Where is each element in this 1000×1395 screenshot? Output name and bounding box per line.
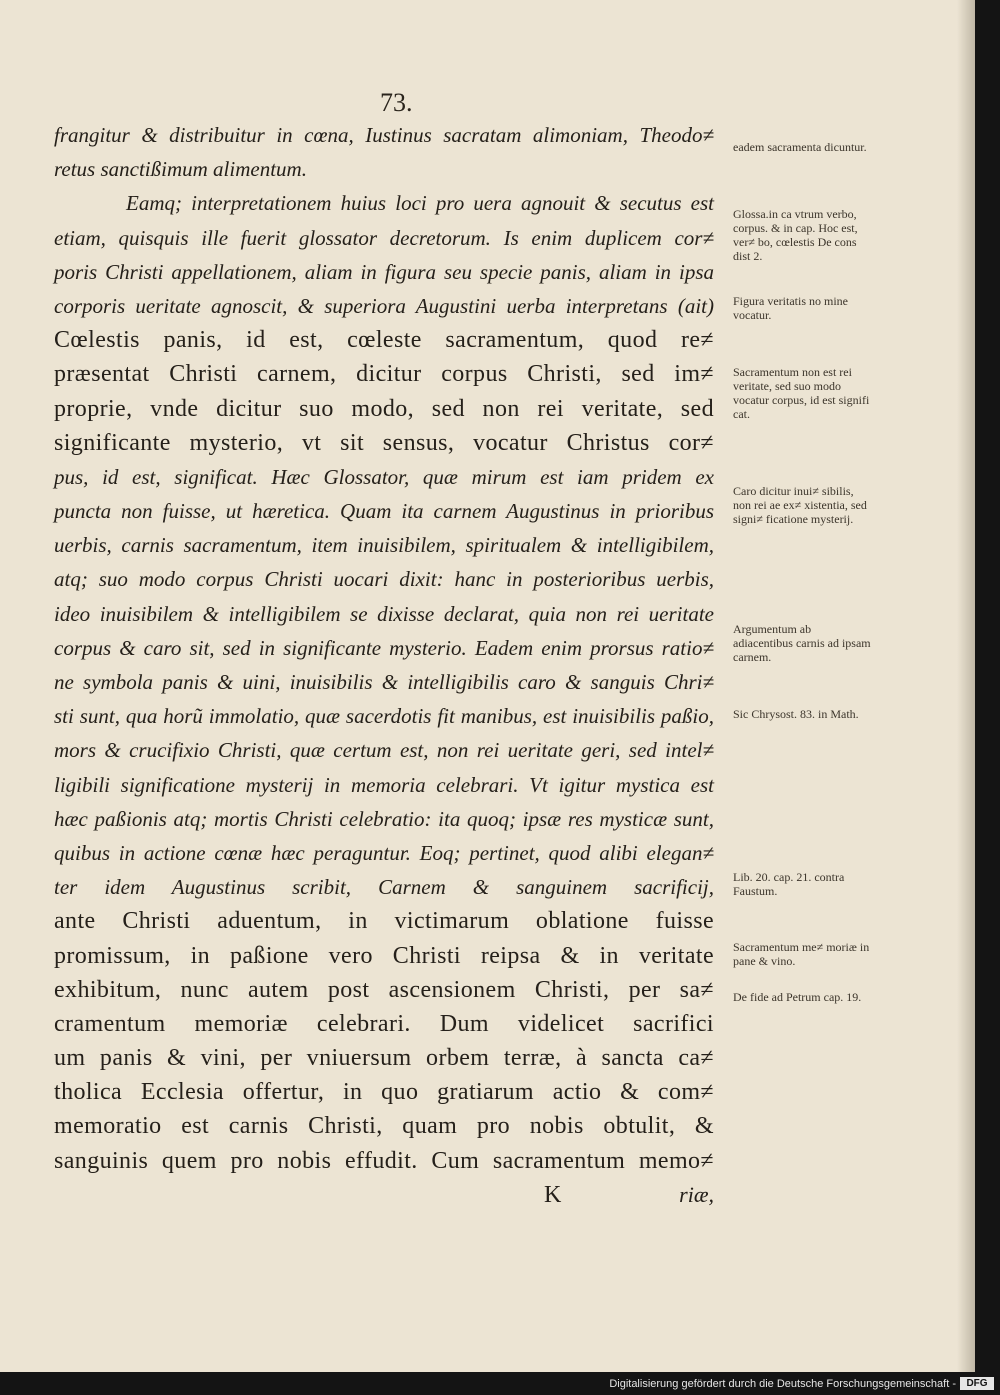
footer-credit: Digitalisierung gefördert durch die Deutsche Forschungsgemeinschaft - bbox=[609, 1378, 956, 1390]
main-text-block bbox=[54, 118, 714, 1212]
text-line: corpus & caro sit, sed in significante mysterio. Eadem enim prorsus ratio≠ bbox=[54, 635, 714, 660]
margin-note: eadem sacramenta dicuntur. bbox=[733, 140, 867, 154]
margin-note: Sic Chrysost. 83. in Math. bbox=[733, 707, 859, 721]
text-line: etiam, quisquis ille fuerit glossator decretorum. Is enim duplicem cor≠ bbox=[54, 225, 714, 250]
text-line: ideo inuisibilem & intelligibilem se dixisse declarat, quia non rei ueritate bbox=[54, 601, 714, 626]
text-line: promissum, in paßione vero Christi reipsa & in veritate bbox=[54, 942, 714, 969]
margin-note: Figura veritatis no mine vocatur. bbox=[733, 294, 848, 322]
margin-note: Lib. 20. cap. 21. contra Faustum. bbox=[733, 870, 845, 898]
text-line: puncta non fuisse, ut hæretica. Quam ita carnem Augustinus in prioribus bbox=[54, 499, 714, 524]
text-line: pus, id est, significat. Hæc Glossator, quæ mirum est iam pridem ex bbox=[54, 464, 714, 489]
text-line: um panis & vini, per vniuersum orbem terræ, à sancta ca≠ bbox=[54, 1045, 714, 1072]
text-line: corporis ueritate agnoscit, & superiora Augustini uerba interpretans (ait) bbox=[54, 293, 714, 318]
text-line: præsentat Christi carnem, dicitur corpus Christi, sed im≠ bbox=[54, 361, 714, 388]
text-line: ne symbola panis & uini, inuisibilis & intelligibilis caro & sanguis Chri≠ bbox=[54, 670, 714, 694]
text-line: ante Christi aduentum, in victimarum oblatione fuisse bbox=[54, 908, 714, 935]
margin-note: Caro dicitur inui≠ sibilis, non rei ae ex≠ xistentia, sed signi≠ ficatione mysterij. bbox=[733, 484, 867, 526]
text-line: ligibili significatione mysterij in memoria celebrari. Vt igitur mystica est bbox=[54, 772, 714, 797]
text-line: atq; suo modo corpus Christi uocari dixit: hanc in posterioribus uerbis, bbox=[54, 567, 714, 592]
text-line: poris Christi appellationem, aliam in figura seu specie panis, aliam in ipsa bbox=[54, 259, 714, 284]
dfg-logo-icon: DFG bbox=[960, 1377, 994, 1390]
text-line: cramentum memoriæ celebrari. Dum videlicet sacrifici bbox=[54, 1010, 714, 1037]
text-line: significante mysterio, vt sit sensus, vocatur Christus cor≠ bbox=[54, 429, 714, 456]
text-line: ter idem Augustinus scribit, Carnem & sanguinem sacrificij, bbox=[54, 875, 714, 900]
text-line: memoratio est carnis Christi, quam pro nobis obtulit, & bbox=[54, 1113, 714, 1140]
text-line: tholica Ecclesia offertur, in quo gratiarum actio & com≠ bbox=[54, 1079, 714, 1106]
text-line: uerbis, carnis sacramentum, item inuisibilem, spiritualem & intelligibilem, bbox=[54, 533, 714, 558]
text-line: hæc paßionis atq; mortis Christi celebratio: ita quoq; ipsæ res mysticæ sunt, bbox=[54, 806, 714, 831]
text-line: proprie, vnde dicitur suo modo, sed non rei veritate, sed bbox=[54, 395, 714, 422]
text-line: Cœlestis panis, id est, cœleste sacramentum, quod re≠ bbox=[54, 327, 714, 354]
text-line: exhibitum, nunc autem post ascensionem Christi, per sa≠ bbox=[54, 976, 714, 1003]
margin-note: Sacramentum me≠ moriæ in pane & vino. bbox=[733, 940, 870, 968]
margin-note: Sacramentum non est rei veritate, sed suo modo vocatur corpus, id est signifi cat. bbox=[733, 365, 870, 421]
text-line: frangitur & distribuitur in cœna, Iustinus sacratam alimoniam, Theodo≠ bbox=[54, 123, 714, 147]
catchword: riæ, bbox=[679, 1181, 714, 1207]
text-line: sanguinis quem pro nobis effudit. Cum sacramentum memo≠ bbox=[54, 1147, 714, 1174]
text-line: sti sunt, qua horũ immolatio, quæ sacerdotis fit manibus, est inuisibilis paßio, bbox=[54, 704, 714, 729]
text-line: retus sanctißimum alimentum. bbox=[54, 157, 307, 182]
signature-mark: K bbox=[544, 1181, 562, 1208]
page-number: 73. bbox=[380, 88, 413, 117]
text-line: Eamq; interpretationem huius loci pro uera agnouit & secutus est bbox=[126, 191, 714, 216]
margin-note: Glossa.in ca vtrum verbo, corpus. & in cap. Hoc est, ver≠ bo, cœlestis De cons dist 2. bbox=[733, 207, 858, 263]
margin-note: Argumentum ab adiacentibus carnis ad ipsam carnem. bbox=[733, 622, 871, 664]
text-line: quibus in actione cœnæ hæc peraguntur. Eoq; pertinet, quod alibi elegan≠ bbox=[54, 840, 714, 865]
margin-note: De fide ad Petrum cap. 19. bbox=[733, 990, 862, 1004]
text-line: mors & crucifixio Christi, quæ certum est, non rei ueritate geri, sed intel≠ bbox=[54, 738, 714, 763]
catchword-line bbox=[54, 1178, 714, 1212]
